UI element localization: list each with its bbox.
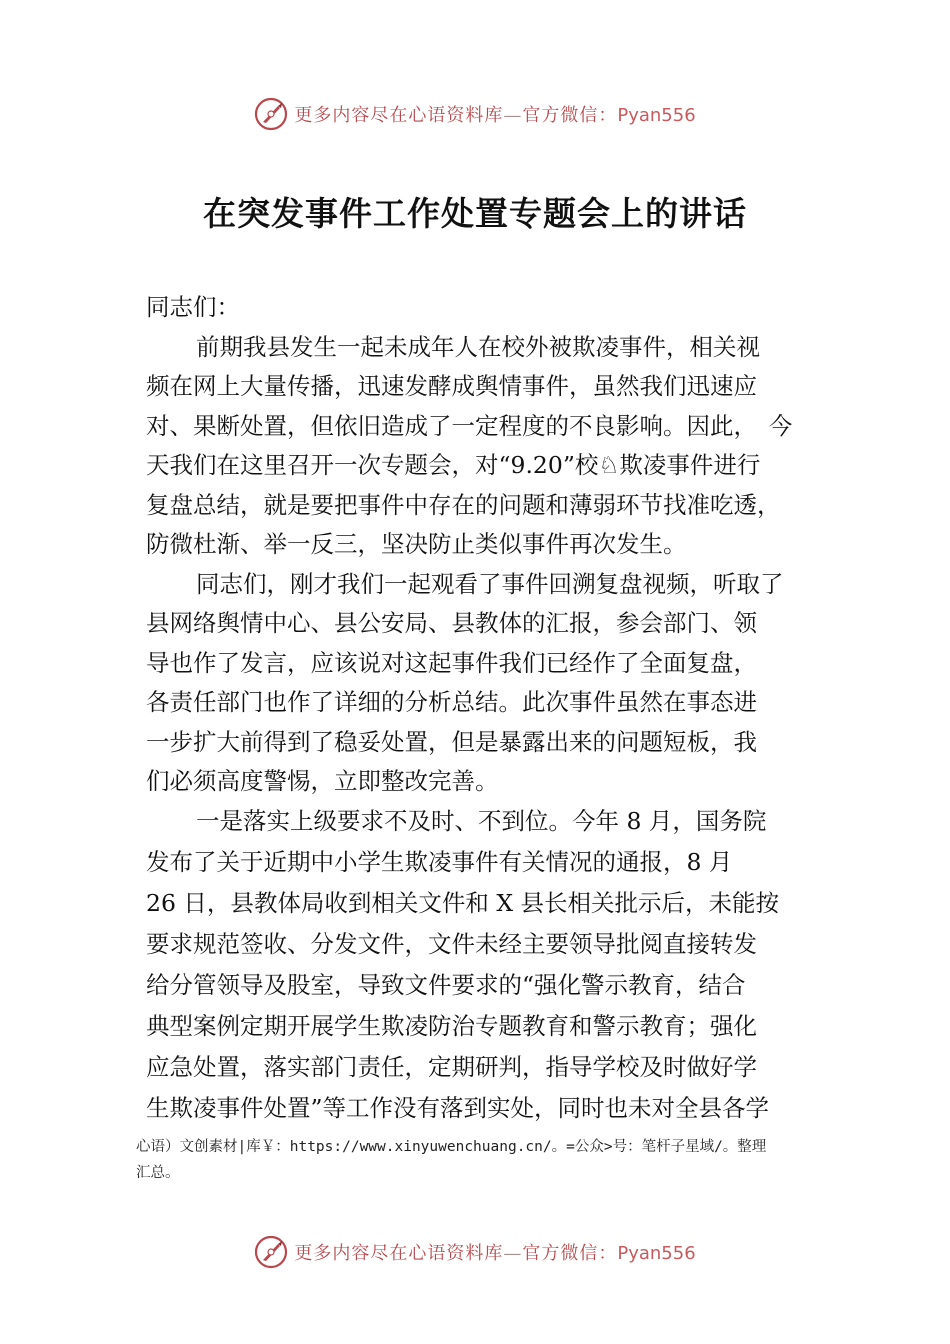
body-line: 一是落实上级要求不及时、不到位。今年 8 月，国务院	[196, 806, 767, 835]
body-line: 频在网上大量传播，迅速发酵成舆情事件，虽然我们迅速应	[146, 372, 757, 400]
banner-separator: —	[503, 1243, 523, 1264]
footer-banner	[0, 1232, 950, 1272]
banner-text: 更多内容尽在心语资料库	[294, 1243, 504, 1264]
body-line: 复盘总结，就是要把事件中存在的问题和薄弱环节找准吃透，	[146, 490, 781, 519]
body-line: 各责任部门也作了详细的分析总结。此次事件虽然在事态进	[146, 688, 757, 716]
body-line: 应急处置，落实部门责任，定期研判，指导学校及时做好学	[146, 1052, 757, 1081]
body-line: 天我们在这里召开一次专题会，对“9.20”校♘欺凌事件进行	[146, 451, 761, 479]
banner-wechat-label: 官方微信：	[522, 1243, 618, 1264]
banner-handle: Pyan556	[617, 1243, 696, 1264]
body-line: 给分管领导及股室，导致文件要求的“强化警示教育，结合	[146, 970, 746, 999]
body-line: 发布了关于近期中小学生欺凌事件有关情况的通报，8 月	[146, 847, 733, 876]
banner-separator: —	[503, 105, 523, 126]
body-line: 导也作了发言，应该说对这起事件我们已经作了全面复盘，	[146, 648, 757, 677]
body-line: 防微杜渐、举一反三，坚决防止类似事件再次发生。	[146, 530, 687, 558]
body-line: 生欺凌事件处置”等工作没有落到实处，同时也未对全县各学	[146, 1093, 770, 1122]
body-line: 一步扩大前得到了稳妥处置，但是暴露出来的问题短板，我	[146, 727, 757, 756]
body-line: 县网络舆情中心、县公安局、县教体的汇报，参会部门、领	[146, 609, 757, 637]
body-line: 对、果断处置，但依旧造成了一定程度的不良影响。因此， 今	[146, 411, 793, 440]
body-line: 们必须高度警惕，立即整改完善。	[146, 767, 499, 795]
document-body	[146, 288, 810, 1130]
quill-logo-icon	[254, 1235, 288, 1269]
document-title: 在突发事件工作处置专题会上的讲话	[203, 194, 747, 233]
body-line: 同志们，刚才我们一起观看了事件回溯复盘视频，听取了	[196, 569, 784, 598]
footer-note-line: 心语）文创素材|库￥：https://www.xinyuwenchuang.cn/。=公众>号：笔杆子星域/。整理	[136, 1139, 767, 1155]
footer-note	[136, 1134, 856, 1186]
quill-logo-icon	[254, 97, 288, 131]
header-banner	[0, 94, 950, 134]
body-line: 要求规范签收、分发文件，文件未经主要领导批阅直接转发	[146, 929, 757, 958]
salutation: 同志们：	[146, 293, 240, 321]
body-line: 前期我县发生一起未成年人在校外被欺凌事件，相关视	[196, 332, 760, 361]
body-line: 26 日，县教体局收到相关文件和 X 县长相关批示后，未能按	[146, 888, 780, 917]
footer-note-line: 汇总。	[136, 1165, 180, 1181]
banner-handle: Pyan556	[617, 105, 696, 126]
banner-text: 更多内容尽在心语资料库	[294, 105, 504, 126]
banner-wechat-label: 官方微信：	[522, 105, 618, 126]
body-line: 典型案例定期开展学生欺凌防治专题教育和警示教育；强化	[146, 1011, 757, 1040]
